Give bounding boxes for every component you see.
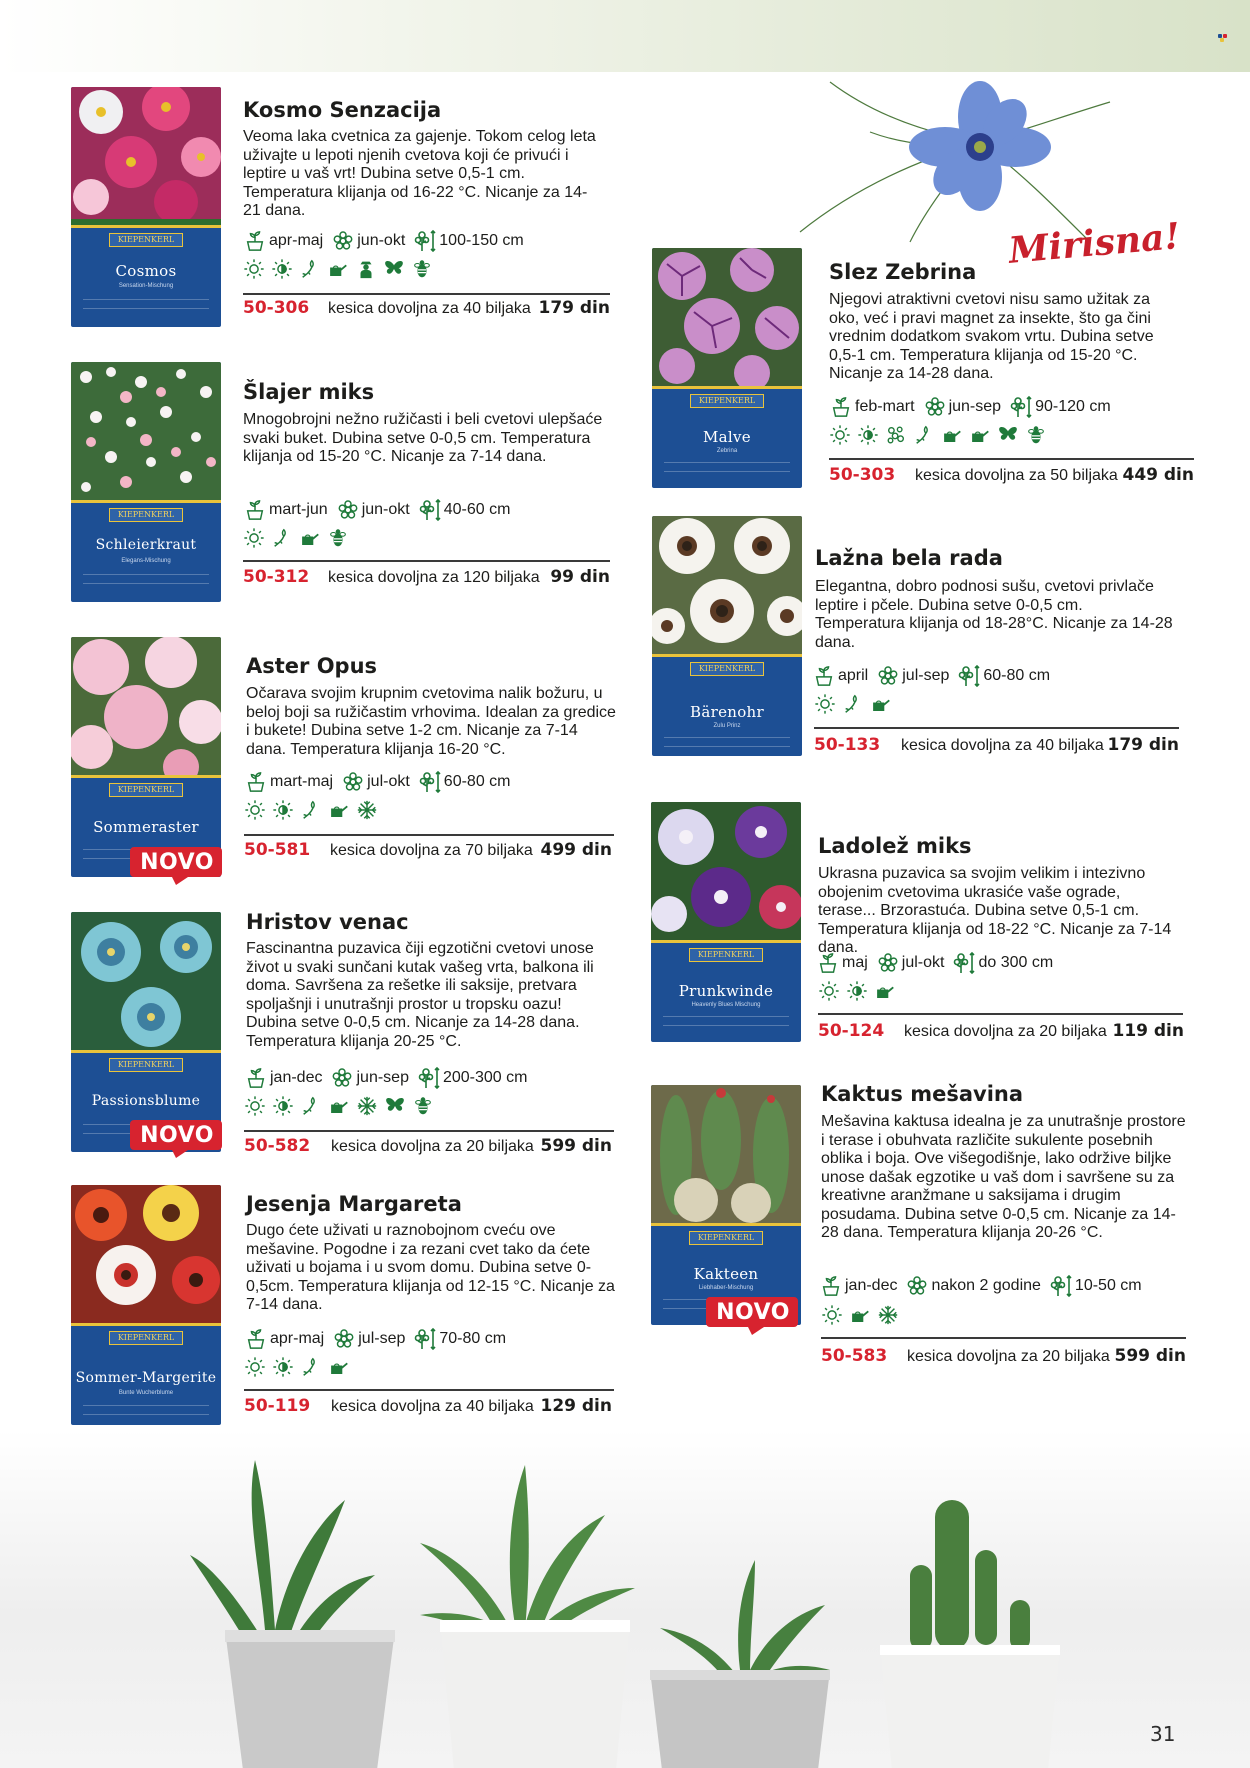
packet-name: Cosmos xyxy=(115,262,177,280)
gardener-icon xyxy=(355,258,377,280)
butterfly-icon xyxy=(997,424,1019,446)
bloom-period: jul-sep xyxy=(902,667,950,684)
novo-label: NOVO xyxy=(716,1300,790,1325)
watering-can-icon xyxy=(849,1304,871,1326)
growing-info-row xyxy=(243,229,532,253)
packet-quantity: kesica dovoljna za 70 biljaka xyxy=(330,842,533,859)
packet-brand: KIEPENKERL xyxy=(690,394,764,408)
packet-subtitle: Sensation-Mischung xyxy=(118,283,174,289)
packet-quantity: kesica dovoljna za 120 biljaka xyxy=(328,569,540,586)
bee-icon xyxy=(412,1095,434,1117)
seed-packet-prunkwinde xyxy=(651,802,801,1042)
header-banner xyxy=(0,0,1250,72)
half-shade-icon xyxy=(271,258,293,280)
novo-badge xyxy=(706,1295,800,1335)
product-price: 599 din xyxy=(1114,1346,1186,1366)
arctotis-photo xyxy=(652,516,802,654)
product-code: 50-303 xyxy=(829,465,896,485)
product-price: 129 din xyxy=(540,1396,612,1416)
flower-bloom-icon xyxy=(330,1066,354,1090)
plant-height: 90-120 cm xyxy=(1035,398,1111,415)
cut-flower-icon xyxy=(271,527,293,549)
packet-brand: KIEPENKERL xyxy=(109,1058,183,1072)
product-title: Hristov venac xyxy=(246,910,409,934)
sowing-pot-icon xyxy=(812,664,836,688)
growing-info-row xyxy=(812,664,1058,688)
packet-quantity: kesica dovoljna za 20 biljaka xyxy=(904,1023,1107,1040)
sowing-pot-icon xyxy=(816,951,840,975)
brand-logo-icon xyxy=(1218,34,1228,42)
product-title: Šlajer miks xyxy=(243,380,375,404)
packet-name: Malve xyxy=(703,428,751,446)
sowing-period: mart-jun xyxy=(269,501,328,518)
full-sun-icon xyxy=(244,799,266,821)
growing-info-row xyxy=(244,770,519,794)
watering-can-icon xyxy=(328,1356,350,1378)
care-icons-row xyxy=(829,424,1047,446)
product-code: 50-312 xyxy=(243,567,310,587)
packet-subtitle: Zebrina xyxy=(716,448,738,454)
packet-brand: KIEPENKERL xyxy=(109,783,183,797)
fragrant-callout: Mirisna! xyxy=(1007,215,1182,272)
packet-name: Prunkwinde xyxy=(678,982,774,1000)
packet-name: Bärenohr xyxy=(690,703,764,721)
product-title: Slez Zebrina xyxy=(829,260,977,284)
flower-bloom-icon xyxy=(905,1274,929,1298)
full-sun-icon xyxy=(243,258,265,280)
full-sun-icon xyxy=(244,1095,266,1117)
packet-subtitle: Zulu Prinz xyxy=(713,723,741,729)
product-title: Jesenja Margareta xyxy=(246,1192,462,1216)
packet-brand: KIEPENKERL xyxy=(109,508,183,522)
care-icons-row xyxy=(244,1356,350,1378)
packet-fineprint xyxy=(664,462,790,472)
product-price: 449 din xyxy=(1122,465,1194,485)
novo-badge xyxy=(130,845,224,885)
frost-hardy-icon xyxy=(356,799,378,821)
sowing-period: maj xyxy=(842,954,868,971)
plant-height: 70-80 cm xyxy=(439,1330,507,1347)
sowing-period: apr-maj xyxy=(269,232,324,249)
watering-can-icon xyxy=(870,693,892,715)
mallow-photo xyxy=(652,248,802,386)
product-price: 179 din xyxy=(1107,735,1179,755)
divider xyxy=(244,834,614,836)
product-description: Fascinantna puzavica čiji egzotični cvetovi unose život u svaki sunčani kutak vašeg vrta, balkona ili doma. Savršena za rešetke ili saksije, pretvara spoljašnji i unutrašnji prostor u tropsku oazu! Dubina setve 0-0,5 cm. Nicanje za 14-28 dana. Temperatura klijanja 20-25 °C. xyxy=(246,940,594,1050)
product-code: 50-124 xyxy=(818,1021,885,1041)
care-icons-row xyxy=(243,527,349,549)
bloom-period: jun-sep xyxy=(948,398,1002,415)
product-title: Kaktus mešavina xyxy=(821,1082,1024,1106)
product-price: 119 din xyxy=(1112,1021,1184,1041)
divider xyxy=(829,458,1194,460)
plant-height: 40-60 cm xyxy=(443,501,511,518)
bloom-period: jun-okt xyxy=(361,501,410,518)
sowing-period: april xyxy=(838,667,869,684)
divider xyxy=(243,560,610,562)
growing-info-row xyxy=(244,1066,535,1090)
seed-mix-icon xyxy=(885,424,907,446)
growing-info-row xyxy=(829,395,1119,419)
flower-bloom-icon xyxy=(923,395,947,419)
watering-can-icon xyxy=(969,424,991,446)
product-code: 50-306 xyxy=(243,298,310,318)
novo-label: NOVO xyxy=(140,1123,214,1148)
half-shade-icon xyxy=(272,1356,294,1378)
product-title: Aster Opus xyxy=(246,654,378,678)
product-description: Očarava svojim krupnim cvetovima nalik božuru, u beloj boji sa ružičastim vrhovima. Idealan za gredice i bukete! Dubina setve 1-2 cm. Nicanje za 7-14 dana. Temperatura klijanja 16-20 °C. xyxy=(246,685,616,758)
growing-info-row xyxy=(244,1327,514,1351)
seed-packet-schleierkraut xyxy=(71,362,221,602)
page-number: 31 xyxy=(1150,1722,1176,1746)
product-title: Kosmo Senzacija xyxy=(243,98,442,122)
product-description: Veoma laka cvetnica za gajenje. Tokom celog leta uživajte u lepoti njenih cvetova koji će privući i leptire u vaš vrt! Dubina setve 0,5-1 cm. Temperatura klijanja od 16-22 °C. Nicanje za 14-21 dana. xyxy=(243,128,596,219)
frost-hardy-icon xyxy=(877,1304,899,1326)
seed-packet-baerenohr xyxy=(652,516,802,756)
packet-brand: KIEPENKERL xyxy=(109,1331,183,1345)
bloom-period: jul-okt xyxy=(901,954,945,971)
packet-brand: KIEPENKERL xyxy=(109,233,183,247)
packet-fineprint xyxy=(83,299,209,309)
sowing-pot-icon xyxy=(243,229,267,253)
seed-packet-sommeraster xyxy=(71,637,221,877)
packet-quantity: kesica dovoljna za 20 biljaka xyxy=(907,1348,1110,1365)
packet-quantity: kesica dovoljna za 20 biljaka xyxy=(331,1138,534,1155)
flower-bloom-icon xyxy=(876,664,900,688)
flower-bloom-icon xyxy=(336,498,360,522)
packet-name: Passionsblume xyxy=(91,1093,201,1109)
sowing-period: mart-maj xyxy=(270,773,334,790)
sowing-pot-icon xyxy=(243,498,267,522)
bloom-period: jun-sep xyxy=(356,1069,409,1086)
packet-name: Sommer-Margerite xyxy=(75,1370,217,1386)
flower-bloom-icon xyxy=(331,229,355,253)
product-code: 50-133 xyxy=(814,735,881,755)
plant-height-icon xyxy=(413,229,437,253)
packet-brand: KIEPENKERL xyxy=(690,662,764,676)
plant-height-icon xyxy=(957,664,981,688)
half-shade-icon xyxy=(272,1095,294,1117)
sowing-period: jan-dec xyxy=(845,1277,898,1294)
product-title: Ladolež miks xyxy=(818,834,972,858)
product-description: Dugo ćete uživati u raznobojnom cveću ove mešavine. Pogodne i za rezani cvet tako da ćete uživati u bojama i u svom domu. Dubina setve 0-0,5cm. Temperatura klijanja od 12-15 °C. Nicanje za 7-14 dana. xyxy=(246,1222,615,1313)
care-icons-row xyxy=(821,1304,899,1326)
product-price: 599 din xyxy=(540,1136,612,1156)
packet-quantity: kesica dovoljna za 40 biljaka xyxy=(901,737,1104,754)
product-description: Mnogobrojni nežno ružičasti i beli cvetovi ulepšaće svaki buket. Dubina setve 0-0,5 cm. Temperatura klijanja od 15-20 °C. Nicanje za 7-14 dana. xyxy=(243,411,603,465)
bloom-period: jul-sep xyxy=(358,1330,406,1347)
care-icons-row xyxy=(243,258,433,280)
bee-icon xyxy=(411,258,433,280)
bloom-period: jul-okt xyxy=(367,773,410,790)
packet-fineprint xyxy=(83,1405,209,1415)
passionflower-photo xyxy=(71,912,221,1050)
bee-icon xyxy=(327,527,349,549)
aster-photo xyxy=(71,637,221,775)
novo-badge xyxy=(130,1118,224,1158)
plant-height-icon xyxy=(1049,1274,1073,1298)
sowing-period: feb-mart xyxy=(855,398,915,415)
bloom-period: nakon 2 godine xyxy=(931,1277,1041,1294)
full-sun-icon xyxy=(244,1356,266,1378)
product-price: 179 din xyxy=(538,298,610,318)
product-title: Lažna bela rada xyxy=(815,546,1003,570)
plant-height-icon xyxy=(417,1066,441,1090)
plant-height: 200-300 cm xyxy=(442,1069,528,1086)
sowing-pot-icon xyxy=(244,1066,268,1090)
packet-fineprint xyxy=(663,1016,789,1026)
product-price: 499 din xyxy=(540,840,612,860)
cactus-photo xyxy=(651,1085,801,1223)
packet-fineprint xyxy=(664,737,790,747)
packet-subtitle: Bunte Wucherblume xyxy=(118,1390,174,1396)
care-icons-row xyxy=(244,1095,434,1117)
product-description: Ukrasna puzavica sa svojim velikim i intezivno obojenim cvetovima ukrasiće vaše ograde, terase... Brzorastuća. Dubina setve 0,5-1 cm. Temperatura klijanja od 18-22 °C. Nicanje za 7-14 dana. xyxy=(818,865,1172,956)
sowing-pot-icon xyxy=(829,395,853,419)
growing-info-row xyxy=(243,498,518,522)
care-icons-row xyxy=(814,693,892,715)
cut-flower-icon xyxy=(913,424,935,446)
plant-height: 100-150 cm xyxy=(439,232,524,249)
cut-flower-icon xyxy=(300,1356,322,1378)
seed-packet-passionsblume xyxy=(71,912,221,1152)
watering-can-icon xyxy=(874,980,896,1002)
plant-height-icon xyxy=(413,1327,437,1351)
divider xyxy=(243,293,610,295)
product-price: 99 din xyxy=(550,567,610,587)
watering-can-icon xyxy=(328,1095,350,1117)
cut-flower-icon xyxy=(299,258,321,280)
watering-can-icon xyxy=(327,258,349,280)
divider xyxy=(244,1389,614,1391)
product-code: 50-583 xyxy=(821,1346,888,1366)
packet-quantity: kesica dovoljna za 50 biljaka xyxy=(915,467,1118,484)
plant-height-icon xyxy=(952,951,976,975)
plant-height-icon xyxy=(1009,395,1033,419)
gypsophila-photo xyxy=(71,362,221,500)
divider xyxy=(814,727,1179,729)
watering-can-icon xyxy=(299,527,321,549)
novo-label: NOVO xyxy=(140,850,214,875)
nigella-flower-photo xyxy=(790,72,1120,247)
full-sun-icon xyxy=(821,1304,843,1326)
sowing-pot-icon xyxy=(819,1274,843,1298)
full-sun-icon xyxy=(818,980,840,1002)
cut-flower-icon xyxy=(300,1095,322,1117)
watering-can-icon xyxy=(328,799,350,821)
full-sun-icon xyxy=(814,693,836,715)
sowing-pot-icon xyxy=(244,770,268,794)
packet-subtitle: Heavenly Blues Mischung xyxy=(691,1002,761,1008)
plant-height-icon xyxy=(418,770,442,794)
potted-plants-photo xyxy=(0,1430,1250,1768)
frost-hardy-icon xyxy=(356,1095,378,1117)
bee-icon xyxy=(1025,424,1047,446)
packet-name: Kakteen xyxy=(693,1265,759,1283)
packet-quantity: kesica dovoljna za 40 biljaka xyxy=(328,300,531,317)
half-shade-icon xyxy=(857,424,879,446)
butterfly-icon xyxy=(383,258,405,280)
care-icons-row xyxy=(818,980,896,1002)
divider xyxy=(818,1013,1183,1015)
seed-packet-sommer-margerite xyxy=(71,1185,221,1425)
plant-height: 10-50 cm xyxy=(1074,1277,1142,1294)
plant-height-icon xyxy=(418,498,442,522)
cosmos-photo xyxy=(71,87,221,225)
full-sun-icon xyxy=(829,424,851,446)
product-code: 50-582 xyxy=(244,1136,311,1156)
cut-flower-icon xyxy=(300,799,322,821)
flower-bloom-icon xyxy=(341,770,365,794)
care-icons-row xyxy=(244,799,378,821)
seed-packet-cosmos xyxy=(71,87,221,327)
seed-packet-malve xyxy=(652,248,802,488)
morning-glory-photo xyxy=(651,802,801,940)
packet-brand: KIEPENKERL xyxy=(689,1231,763,1245)
flower-bloom-icon xyxy=(876,951,900,975)
bloom-period: jun-okt xyxy=(357,232,406,249)
divider xyxy=(821,1337,1186,1339)
half-shade-icon xyxy=(272,799,294,821)
product-description: Elegantna, dobro podnosi sušu, cvetovi privlače leptire i pčele. Dubina setve 0-0,5 cm. Temperatura klijanja od 18-28°C. Nicanje za 14-28 dana. xyxy=(815,578,1173,651)
packet-fineprint xyxy=(83,574,209,584)
plant-height: do 300 cm xyxy=(978,954,1054,971)
packet-subtitle: Liebhaber-Mischung xyxy=(698,1285,754,1291)
packet-name: Schleierkraut xyxy=(95,537,197,553)
plant-height: 60-80 cm xyxy=(443,773,511,790)
full-sun-icon xyxy=(243,527,265,549)
plant-height: 60-80 cm xyxy=(983,667,1051,684)
product-description: Mešavina kaktusa idealna je za unutrašnje prostore i terase i obuhvata različite sukulente posebnih oblika i boja. Ove višegodišnje, lako održive biljke unose dašak egzotike u vaš dom i savršene su za kreativne aranžmane u saksijama i drugim posudama. Dubina setve 0-0,5 cm. Nicanje za 14-28 dana. Temperatura klijanja 20-26 °C. xyxy=(821,1113,1186,1241)
packet-quantity: kesica dovoljna za 40 biljaka xyxy=(331,1398,534,1415)
packet-name: Sommeraster xyxy=(93,818,199,836)
cut-flower-icon xyxy=(842,693,864,715)
flower-bloom-icon xyxy=(332,1327,356,1351)
product-code: 50-119 xyxy=(244,1396,311,1416)
sowing-period: apr-maj xyxy=(270,1330,325,1347)
product-description: Njegovi atraktivni cvetovi nisu samo užitak za oko, već i pravi magnet za insekte, što ga čini vrednim dodatkom svakom vrtu. Dubina setve 0,5-1 cm. Temperatura klijanja od 15-20 °C. Nicanje za 14-28 dana. xyxy=(829,291,1154,382)
sowing-pot-icon xyxy=(244,1327,268,1351)
packet-brand: KIEPENKERL xyxy=(689,948,763,962)
chrysanthemum-photo xyxy=(71,1185,221,1323)
half-shade-icon xyxy=(846,980,868,1002)
growing-info-row xyxy=(816,951,1061,975)
divider xyxy=(244,1130,614,1132)
sowing-period: jan-dec xyxy=(270,1069,323,1086)
watering-can-icon xyxy=(941,424,963,446)
seed-packet-kakteen xyxy=(651,1085,801,1325)
product-code: 50-581 xyxy=(244,840,311,860)
growing-info-row xyxy=(819,1274,1150,1298)
packet-subtitle: Elegans-Mischung xyxy=(121,558,171,564)
butterfly-icon xyxy=(384,1095,406,1117)
